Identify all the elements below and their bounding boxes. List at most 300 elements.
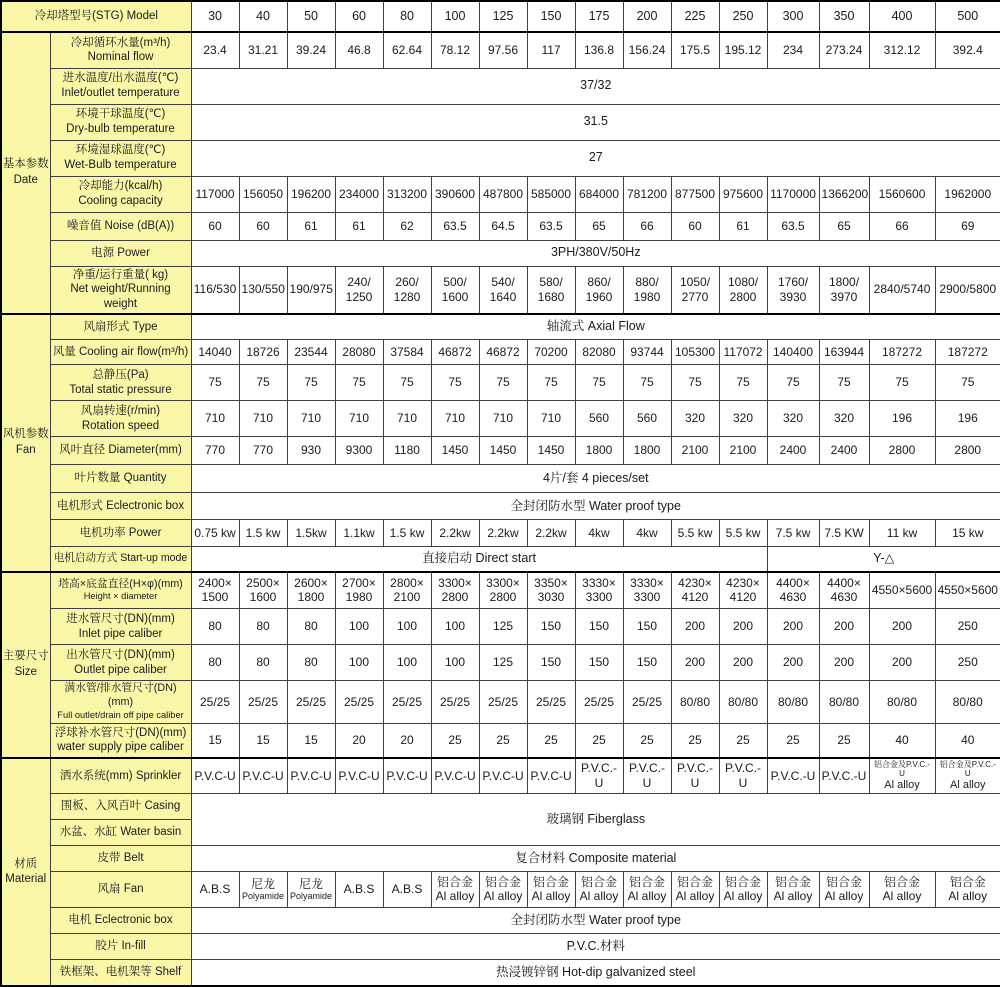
cell-inlet-pipe-60: 100 [335, 609, 383, 645]
cell-outlet-pipe-40: 80 [239, 645, 287, 681]
cell-cooling-capacity-100: 390600 [431, 176, 479, 212]
table-row-fan-diameter [1, 437, 1000, 465]
row-label-blade-quantity: 叶片数量 Quantity [50, 465, 191, 493]
cell-drain-pipe-40: 25/25 [239, 681, 287, 724]
cell-drain-pipe-175: 25/25 [575, 681, 623, 724]
cell-net-running-weight-250: 1080/ 2800 [719, 266, 767, 314]
table-row-casing [1, 793, 1000, 819]
table-row-infill [1, 933, 1000, 959]
cell-supply-pipe-175: 25 [575, 723, 623, 758]
cell-fan-material-40: 尼龙 Polyamide [239, 871, 287, 907]
row-label-outlet-pipe: 出水管尺寸(DN)(mm) Outlet pipe caliber [50, 645, 191, 681]
cell-blade-quantity-all: 4片/套 4 pieces/set [191, 465, 1000, 493]
cell-noise-400: 66 [869, 212, 935, 240]
cell-air-flow-350: 163944 [819, 340, 869, 365]
cell-inlet-pipe-400: 200 [869, 609, 935, 645]
row-label-motor-material: 电机 Eclectronic box [50, 907, 191, 933]
cell-height-diameter-50: 2600× 1800 [287, 572, 335, 609]
model-col-80: 80 [383, 1, 431, 32]
cell-nominal-flow-30: 23.4 [191, 32, 239, 68]
cell-static-pressure-400: 75 [869, 365, 935, 401]
cell-height-diameter-40: 2500× 1600 [239, 572, 287, 609]
table-row-fan-material [1, 871, 1000, 907]
cell-net-running-weight-500: 2900/5800 [935, 266, 1000, 314]
cell-inlet-pipe-300: 200 [767, 609, 819, 645]
cell-noise-175: 65 [575, 212, 623, 240]
model-col-400: 400 [869, 1, 935, 32]
cell-sprinkler-150: P.V.C-U [527, 758, 575, 793]
cell-cooling-capacity-250: 975600 [719, 176, 767, 212]
cell-inlet-pipe-150: 150 [527, 609, 575, 645]
row-label-drain-pipe: 满水管/排水管尺寸(DN)(mm) Full outlet/drain off pipe caliber [50, 681, 191, 724]
row-label-casing: 围板、入风百叶 Casing [50, 793, 191, 819]
cell-sprinkler-175: P.V.C.-U [575, 758, 623, 793]
cell-supply-pipe-200: 25 [623, 723, 671, 758]
model-col-125: 125 [479, 1, 527, 32]
cell-sprinkler-60: P.V.C-U [335, 758, 383, 793]
row-label-nominal-flow: 冷却循环水量(m³/h) Nominal flow [50, 32, 191, 68]
cell-height-diameter-175: 3330× 3300 [575, 572, 623, 609]
cell-nominal-flow-40: 31.21 [239, 32, 287, 68]
row-label-water-basin: 水盆、水缸 Water basin [50, 819, 191, 845]
cell-rotation-speed-125: 710 [479, 401, 527, 437]
cell-fan-material-80: A.B.S [383, 871, 431, 907]
cell-sprinkler-400: 铝合金及P.V.C.-U Al alloy [869, 758, 935, 793]
cell-motor-power-175: 4kw [575, 520, 623, 547]
row-label-dry-bulb-temperature: 环境干球温度(℃) Dry-bulb temperature [50, 104, 191, 140]
cell-fan-diameter-400: 2800 [869, 437, 935, 465]
cell-fan-material-30: A.B.S [191, 871, 239, 907]
cell-sprinkler-100: P.V.C-U [431, 758, 479, 793]
cell-noise-200: 66 [623, 212, 671, 240]
cell-motor-power-150: 2.2kw [527, 520, 575, 547]
cell-drain-pipe-60: 25/25 [335, 681, 383, 724]
row-label-fan-material: 风扇 Fan [50, 871, 191, 907]
cell-drain-pipe-50: 25/25 [287, 681, 335, 724]
cell-noise-125: 64.5 [479, 212, 527, 240]
table-row-dry-bulb-temperature [1, 104, 1000, 140]
cell-net-running-weight-80: 260/ 1280 [383, 266, 431, 314]
cell-motor-power-60: 1.1kw [335, 520, 383, 547]
cell-cooling-capacity-350: 1366200 [819, 176, 869, 212]
row-label-inlet-pipe: 进水管尺寸(DN)(mm) Inlet pipe caliber [50, 609, 191, 645]
cell-noise-100: 63.5 [431, 212, 479, 240]
cell-rotation-speed-150: 710 [527, 401, 575, 437]
row-label-motor-type: 电机形式 Eclectronic box [50, 493, 191, 520]
cell-supply-pipe-250: 25 [719, 723, 767, 758]
row-label-fan-type: 风扇形式 Type [50, 314, 191, 340]
cell-air-flow-50: 23544 [287, 340, 335, 365]
cell-rotation-speed-175: 560 [575, 401, 623, 437]
cell-height-diameter-150: 3350× 3030 [527, 572, 575, 609]
cell-supply-pipe-300: 25 [767, 723, 819, 758]
cell-supply-pipe-225: 25 [671, 723, 719, 758]
table-row-motor-power [1, 520, 1000, 547]
cell-nominal-flow-300: 234 [767, 32, 819, 68]
table-row-belt [1, 845, 1000, 871]
cell-fan-material-300: 铝合金 Al alloy [767, 871, 819, 907]
model-col-250: 250 [719, 1, 767, 32]
cell-static-pressure-100: 75 [431, 365, 479, 401]
table-row-drain-pipe [1, 681, 1000, 724]
cell-supply-pipe-40: 15 [239, 723, 287, 758]
cell-outlet-pipe-125: 125 [479, 645, 527, 681]
cell-cooling-capacity-175: 684000 [575, 176, 623, 212]
cell-nominal-flow-50: 39.24 [287, 32, 335, 68]
cell-motor-power-125: 2.2kw [479, 520, 527, 547]
cell-inlet-pipe-100: 100 [431, 609, 479, 645]
cell-height-diameter-80: 2800× 2100 [383, 572, 431, 609]
cell-motor-material-all: 全封闭防水型 Water proof type [191, 907, 1000, 933]
cell-nominal-flow-125: 97.56 [479, 32, 527, 68]
cell-air-flow-225: 105300 [671, 340, 719, 365]
cell-noise-50: 61 [287, 212, 335, 240]
cell-drain-pipe-300: 80/80 [767, 681, 819, 724]
cell-startup-mode-part2: Y-△ [767, 547, 1000, 572]
cell-height-diameter-225: 4230× 4120 [671, 572, 719, 609]
cell-cooling-capacity-125: 487800 [479, 176, 527, 212]
row-label-cooling-capacity: 冷却能力(kcal/h) Cooling capacity [50, 176, 191, 212]
cell-height-diameter-300: 4400× 4630 [767, 572, 819, 609]
cell-sprinkler-225: P.V.C.-U [671, 758, 719, 793]
cell-net-running-weight-30: 116/530 [191, 266, 239, 314]
cell-noise-80: 62 [383, 212, 431, 240]
model-header-label: 冷却塔型号(STG) Model [1, 1, 191, 32]
section-label-fan: 风机参数 Fan [1, 314, 50, 572]
cell-rotation-speed-80: 710 [383, 401, 431, 437]
table-row-static-pressure [1, 365, 1000, 401]
cell-height-diameter-500: 4550×5600 [935, 572, 1000, 609]
cell-nominal-flow-250: 195.12 [719, 32, 767, 68]
cell-height-diameter-200: 3330× 3300 [623, 572, 671, 609]
cell-outlet-pipe-350: 200 [819, 645, 869, 681]
cell-cooling-capacity-30: 117000 [191, 176, 239, 212]
cell-motor-power-100: 2.2kw [431, 520, 479, 547]
cell-supply-pipe-50: 15 [287, 723, 335, 758]
cell-fan-diameter-125: 1450 [479, 437, 527, 465]
cell-noise-60: 61 [335, 212, 383, 240]
cell-air-flow-40: 18726 [239, 340, 287, 365]
cell-sprinkler-40: P.V.C-U [239, 758, 287, 793]
cell-outlet-pipe-60: 100 [335, 645, 383, 681]
cell-height-diameter-400: 4550×5600 [869, 572, 935, 609]
row-label-power-supply: 电源 Power [50, 240, 191, 266]
cell-fan-material-100: 铝合金 Al alloy [431, 871, 479, 907]
cell-motor-type-all: 全封闭防水型 Water proof type [191, 493, 1000, 520]
cell-drain-pipe-225: 80/80 [671, 681, 719, 724]
cell-inlet-pipe-500: 250 [935, 609, 1000, 645]
cell-nominal-flow-500: 392.4 [935, 32, 1000, 68]
cell-air-flow-300: 140400 [767, 340, 819, 365]
cell-rotation-speed-500: 196 [935, 401, 1000, 437]
cell-drain-pipe-125: 25/25 [479, 681, 527, 724]
cell-inlet-pipe-125: 125 [479, 609, 527, 645]
cell-cooling-capacity-225: 877500 [671, 176, 719, 212]
cell-fan-material-500: 铝合金 Al alloy [935, 871, 1000, 907]
row-label-fan-diameter: 风叶直径 Diameter(mm) [50, 437, 191, 465]
cell-static-pressure-225: 75 [671, 365, 719, 401]
cell-inlet-pipe-40: 80 [239, 609, 287, 645]
table-row-air-flow [1, 340, 1000, 365]
cell-noise-250: 61 [719, 212, 767, 240]
model-col-30: 30 [191, 1, 239, 32]
cell-inlet-pipe-250: 200 [719, 609, 767, 645]
cell-motor-power-225: 5.5 kw [671, 520, 719, 547]
cell-motor-power-250: 5.5 kw [719, 520, 767, 547]
cell-sprinkler-50: P.V.C-U [287, 758, 335, 793]
cell-inlet-pipe-80: 100 [383, 609, 431, 645]
cell-fan-material-50: 尼龙 Polyamide [287, 871, 335, 907]
cell-noise-500: 69 [935, 212, 1000, 240]
cell-sprinkler-30: P.V.C-U [191, 758, 239, 793]
table-row-supply-pipe [1, 723, 1000, 758]
cell-outlet-pipe-250: 200 [719, 645, 767, 681]
cell-supply-pipe-350: 25 [819, 723, 869, 758]
cell-fan-type-all: 轴流式 Axial Flow [191, 314, 1000, 340]
cell-outlet-pipe-175: 150 [575, 645, 623, 681]
row-label-height-diameter: 塔高×底盆直径(H×φ)(mm) Height × diameter [50, 572, 191, 609]
table-row-outlet-pipe [1, 645, 1000, 681]
cell-nominal-flow-350: 273.24 [819, 32, 869, 68]
cell-fan-diameter-30: 770 [191, 437, 239, 465]
model-col-150: 150 [527, 1, 575, 32]
cell-static-pressure-300: 75 [767, 365, 819, 401]
cell-drain-pipe-100: 25/25 [431, 681, 479, 724]
table-row-sprinkler [1, 758, 1000, 793]
cell-noise-30: 60 [191, 212, 239, 240]
cell-dry-bulb-temperature-all: 31.5 [191, 104, 1000, 140]
cell-static-pressure-175: 75 [575, 365, 623, 401]
model-col-225: 225 [671, 1, 719, 32]
cell-air-flow-30: 14040 [191, 340, 239, 365]
table-row-inlet-outlet-temperature [1, 68, 1000, 104]
cell-sprinkler-80: P.V.C-U [383, 758, 431, 793]
cell-air-flow-125: 46872 [479, 340, 527, 365]
cell-rotation-speed-60: 710 [335, 401, 383, 437]
cell-noise-300: 63.5 [767, 212, 819, 240]
cell-sprinkler-350: P.V.C.-U [819, 758, 869, 793]
cell-shelf-all: 热浸镀锌钢 Hot-dip galvanized steel [191, 959, 1000, 986]
cell-motor-power-80: 1.5 kw [383, 520, 431, 547]
cell-infill-all: P.V.C.材料 [191, 933, 1000, 959]
cell-air-flow-60: 28080 [335, 340, 383, 365]
model-col-50: 50 [287, 1, 335, 32]
cell-startup-mode-part1: 直接启动 Direct start [191, 547, 767, 572]
cell-air-flow-150: 70200 [527, 340, 575, 365]
cell-outlet-pipe-30: 80 [191, 645, 239, 681]
table-row-motor-material [1, 907, 1000, 933]
cell-static-pressure-80: 75 [383, 365, 431, 401]
cell-height-diameter-60: 2700× 1980 [335, 572, 383, 609]
cell-cooling-capacity-80: 313200 [383, 176, 431, 212]
cell-outlet-pipe-80: 100 [383, 645, 431, 681]
cell-fan-material-225: 铝合金 Al alloy [671, 871, 719, 907]
table-row-fan-type [1, 314, 1000, 340]
cell-supply-pipe-150: 25 [527, 723, 575, 758]
table-row-nominal-flow [1, 32, 1000, 68]
cell-nominal-flow-60: 46.8 [335, 32, 383, 68]
table-row-inlet-pipe [1, 609, 1000, 645]
cell-rotation-speed-350: 320 [819, 401, 869, 437]
cell-cooling-capacity-200: 781200 [623, 176, 671, 212]
cell-fan-material-150: 铝合金 Al alloy [527, 871, 575, 907]
cell-fan-diameter-80: 1180 [383, 437, 431, 465]
row-label-supply-pipe: 浮球补水管尺寸(DN)(mm) water supply pipe caliber [50, 723, 191, 758]
spec-table-body [1, 1, 1000, 986]
cell-air-flow-175: 82080 [575, 340, 623, 365]
cell-fan-material-200: 铝合金 Al alloy [623, 871, 671, 907]
cell-fan-diameter-225: 2100 [671, 437, 719, 465]
table-row-height-diameter [1, 572, 1000, 609]
cell-motor-power-30: 0.75 kw [191, 520, 239, 547]
cell-fan-diameter-200: 1800 [623, 437, 671, 465]
cell-supply-pipe-400: 40 [869, 723, 935, 758]
cell-motor-power-200: 4kw [623, 520, 671, 547]
row-label-belt: 皮带 Belt [50, 845, 191, 871]
model-col-175: 175 [575, 1, 623, 32]
cell-net-running-weight-400: 2840/5740 [869, 266, 935, 314]
cell-supply-pipe-30: 15 [191, 723, 239, 758]
cell-outlet-pipe-150: 150 [527, 645, 575, 681]
cell-fan-diameter-175: 1800 [575, 437, 623, 465]
model-col-60: 60 [335, 1, 383, 32]
cell-nominal-flow-175: 136.8 [575, 32, 623, 68]
cell-fan-material-400: 铝合金 Al alloy [869, 871, 935, 907]
cell-outlet-pipe-400: 200 [869, 645, 935, 681]
cell-sprinkler-200: P.V.C.-U [623, 758, 671, 793]
cell-motor-power-500: 15 kw [935, 520, 1000, 547]
table-row-net-running-weight [1, 266, 1000, 314]
cell-supply-pipe-80: 20 [383, 723, 431, 758]
row-label-shelf: 铁框架、电机架等 Shelf [50, 959, 191, 986]
cell-static-pressure-40: 75 [239, 365, 287, 401]
cell-inlet-pipe-175: 150 [575, 609, 623, 645]
cell-nominal-flow-100: 78.12 [431, 32, 479, 68]
cell-inlet-pipe-50: 80 [287, 609, 335, 645]
cell-outlet-pipe-300: 200 [767, 645, 819, 681]
row-label-air-flow: 风量 Cooling air flow(m³/h) [50, 340, 191, 365]
cell-rotation-speed-400: 196 [869, 401, 935, 437]
cell-rotation-speed-300: 320 [767, 401, 819, 437]
cell-rotation-speed-50: 710 [287, 401, 335, 437]
cell-static-pressure-30: 75 [191, 365, 239, 401]
cell-height-diameter-250: 4230× 4120 [719, 572, 767, 609]
cell-cooling-capacity-150: 585000 [527, 176, 575, 212]
cell-fan-diameter-150: 1450 [527, 437, 575, 465]
cell-fan-material-60: A.B.S [335, 871, 383, 907]
cell-rotation-speed-100: 710 [431, 401, 479, 437]
cell-fan-diameter-300: 2400 [767, 437, 819, 465]
cell-sprinkler-250: P.V.C.-U [719, 758, 767, 793]
cell-fan-material-250: 铝合金 Al alloy [719, 871, 767, 907]
cell-motor-power-350: 7.5 KW [819, 520, 869, 547]
cell-motor-power-50: 1.5kw [287, 520, 335, 547]
cell-sprinkler-125: P.V.C-U [479, 758, 527, 793]
cell-rotation-speed-30: 710 [191, 401, 239, 437]
cell-fan-diameter-60: 9300 [335, 437, 383, 465]
cell-nominal-flow-150: 117 [527, 32, 575, 68]
cell-inlet-pipe-200: 150 [623, 609, 671, 645]
model-col-350: 350 [819, 1, 869, 32]
cell-air-flow-200: 93744 [623, 340, 671, 365]
cell-air-flow-80: 37584 [383, 340, 431, 365]
cell-noise-225: 60 [671, 212, 719, 240]
cell-outlet-pipe-225: 200 [671, 645, 719, 681]
cell-fan-diameter-100: 1450 [431, 437, 479, 465]
cell-net-running-weight-40: 130/550 [239, 266, 287, 314]
cell-height-diameter-125: 3300× 2800 [479, 572, 527, 609]
cell-nominal-flow-225: 175.5 [671, 32, 719, 68]
table-row-noise [1, 212, 1000, 240]
table-row-rotation-speed [1, 401, 1000, 437]
cell-outlet-pipe-50: 80 [287, 645, 335, 681]
cell-drain-pipe-500: 80/80 [935, 681, 1000, 724]
cell-drain-pipe-400: 80/80 [869, 681, 935, 724]
cell-sprinkler-500: 铝合金及P.V.C.-U Al alloy [935, 758, 1000, 793]
row-label-motor-power: 电机功率 Power [50, 520, 191, 547]
cell-fan-diameter-40: 770 [239, 437, 287, 465]
table-row-blade-quantity [1, 465, 1000, 493]
cell-fan-diameter-50: 930 [287, 437, 335, 465]
cell-air-flow-250: 117072 [719, 340, 767, 365]
model-col-40: 40 [239, 1, 287, 32]
cell-net-running-weight-175: 860/ 1960 [575, 266, 623, 314]
cell-drain-pipe-150: 25/25 [527, 681, 575, 724]
section-label-material: 材质 Material [1, 758, 50, 986]
table-row-startup-mode [1, 547, 1000, 572]
cell-air-flow-100: 46872 [431, 340, 479, 365]
cell-cooling-capacity-40: 156050 [239, 176, 287, 212]
cell-fan-material-175: 铝合金 Al alloy [575, 871, 623, 907]
cell-noise-40: 60 [239, 212, 287, 240]
cell-height-diameter-100: 3300× 2800 [431, 572, 479, 609]
cell-casing-all: 玻璃钢 Fiberglass [191, 793, 1000, 845]
cell-drain-pipe-200: 25/25 [623, 681, 671, 724]
row-label-infill: 胶片 In-fill [50, 933, 191, 959]
row-label-rotation-speed: 风扇转速(r/min) Rotation speed [50, 401, 191, 437]
cell-static-pressure-125: 75 [479, 365, 527, 401]
cell-motor-power-300: 7.5 kw [767, 520, 819, 547]
cell-wet-bulb-temperature-all: 27 [191, 140, 1000, 176]
section-label-basic: 基本参数 Date [1, 32, 50, 314]
cell-fan-material-125: 铝合金 Al alloy [479, 871, 527, 907]
cell-nominal-flow-80: 62.64 [383, 32, 431, 68]
cell-rotation-speed-225: 320 [671, 401, 719, 437]
cell-drain-pipe-30: 25/25 [191, 681, 239, 724]
cell-cooling-capacity-60: 234000 [335, 176, 383, 212]
cell-net-running-weight-125: 540/ 1640 [479, 266, 527, 314]
cell-noise-350: 65 [819, 212, 869, 240]
table-row-shelf [1, 959, 1000, 986]
cell-static-pressure-60: 75 [335, 365, 383, 401]
cell-nominal-flow-400: 312.12 [869, 32, 935, 68]
cell-fan-diameter-350: 2400 [819, 437, 869, 465]
cell-drain-pipe-350: 80/80 [819, 681, 869, 724]
cell-net-running-weight-150: 580/ 1680 [527, 266, 575, 314]
row-label-static-pressure: 总静压(Pa) Total static pressure [50, 365, 191, 401]
section-label-size: 主要尺寸 Size [1, 572, 50, 759]
cell-fan-diameter-500: 2800 [935, 437, 1000, 465]
cell-outlet-pipe-200: 150 [623, 645, 671, 681]
cell-static-pressure-500: 75 [935, 365, 1000, 401]
model-col-100: 100 [431, 1, 479, 32]
cell-noise-150: 63.5 [527, 212, 575, 240]
cell-static-pressure-150: 75 [527, 365, 575, 401]
cell-cooling-capacity-50: 196200 [287, 176, 335, 212]
cell-net-running-weight-100: 500/ 1600 [431, 266, 479, 314]
cell-net-running-weight-200: 880/ 1980 [623, 266, 671, 314]
cell-static-pressure-250: 75 [719, 365, 767, 401]
